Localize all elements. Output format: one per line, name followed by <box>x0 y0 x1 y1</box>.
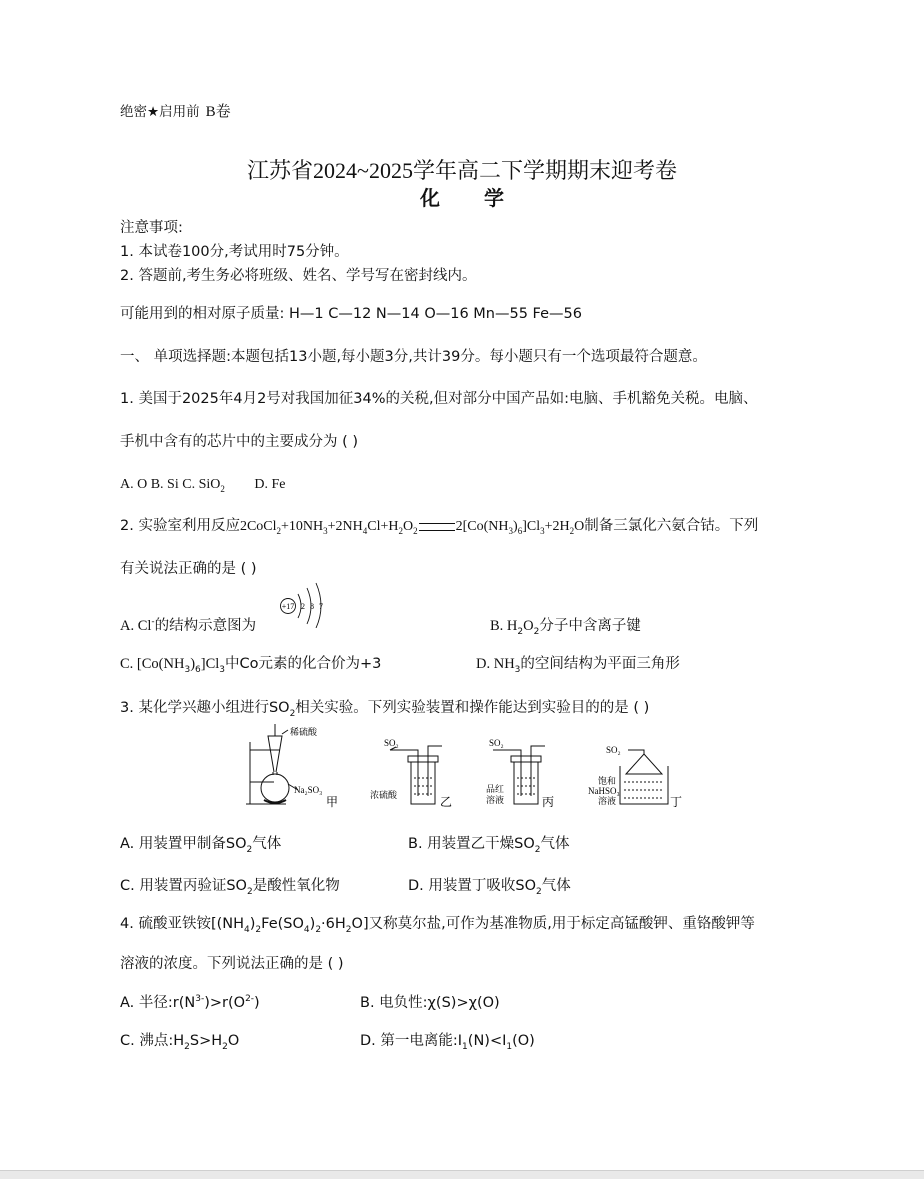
sub: 2 <box>289 708 296 719</box>
q2-option-b <box>490 614 641 637</box>
q2-option-a <box>120 614 256 635</box>
opt-text: 分子中含离子键 <box>539 618 641 634</box>
sub: 6 <box>517 525 523 536</box>
opt-text: (O) <box>512 1033 535 1049</box>
sub: 2 <box>534 844 541 855</box>
sub: 4 <box>303 924 310 935</box>
jia-flask-reagent: Na₂SO₃ <box>294 785 323 795</box>
opt-text: C. 用装置丙验证SO <box>120 878 247 894</box>
ding-label: 丁 <box>670 795 683 809</box>
q4-option-a <box>120 991 260 1012</box>
ding-liquid: 溶液 <box>598 796 617 806</box>
sub: 2 <box>246 844 253 855</box>
sub: 2 <box>536 886 542 897</box>
opt-part: ) <box>190 656 196 672</box>
ding-liquid: 饱和 <box>598 776 617 786</box>
question-2-line1 <box>120 514 758 536</box>
sub: 2 <box>315 924 322 935</box>
q3-option-d <box>408 874 571 897</box>
opt-label: D. NH <box>476 656 515 672</box>
q2-option-c <box>120 652 381 675</box>
ding-liquid: NaHSO₃ <box>588 786 620 796</box>
q4-text: ) <box>309 916 316 932</box>
bing-liquid: 品红 <box>486 784 505 794</box>
sup: - <box>151 617 155 628</box>
opt-text: B. 用装置乙干燥SO <box>408 836 535 852</box>
apparatus-ding <box>620 750 668 804</box>
bing-label: 丙 <box>542 795 555 809</box>
shell-count: 8 <box>310 602 314 611</box>
question-3-stem <box>120 696 649 719</box>
opt-text: C. 沸点:H <box>120 1033 185 1049</box>
sub: 6 <box>195 664 201 675</box>
opt-text: 是酸性氧化物 <box>252 878 340 894</box>
q3-option-c <box>120 874 340 897</box>
opt-text: S>H <box>189 1033 223 1049</box>
q1-options-abc: A. O B. Si C. SiO <box>120 477 221 492</box>
q3-option-b <box>408 832 570 855</box>
reaction-equation <box>240 519 584 534</box>
chlorine-ion-structure-diagram <box>278 582 328 628</box>
exam-title: 江苏省2024~2025学年高二下学期期末迎考卷 <box>247 158 677 183</box>
sub: 1 <box>506 1041 513 1052</box>
yi-label: 乙 <box>440 795 453 809</box>
sub: 4 <box>244 924 250 935</box>
q4-option-b: B. 电负性:χ(S)>χ(O) <box>360 995 500 1011</box>
question-4-line1 <box>120 912 755 935</box>
sub: 2 <box>517 626 524 637</box>
sub: 2 <box>276 525 282 536</box>
sub: 3 <box>540 525 545 536</box>
q3-stem-tail: 相关实验。下列实验装置和操作能达到实验目的的是 ( ) <box>295 700 650 716</box>
eq-part: 2CoCl <box>239 519 277 534</box>
q4-text: ·6H <box>321 916 346 932</box>
sub: 2 <box>345 924 352 935</box>
question-4-line2: 溶液的浓度。下列说法正确的是 ( ) <box>120 956 344 972</box>
sub: 2 <box>184 1041 190 1052</box>
q2-option-d <box>476 652 680 675</box>
opt-text: A. 用装置甲制备SO <box>120 836 247 852</box>
sub: 3 <box>219 664 226 675</box>
q2-suffix: 制备三氯化六氨合钴。下列 <box>584 518 759 534</box>
notes-heading: 注意事项: <box>120 220 183 236</box>
opt-text: (N)<I <box>467 1033 507 1049</box>
apparatus-yi <box>390 746 442 804</box>
opt-label: B. H <box>490 618 518 634</box>
jia-top-reagent: 稀硫酸 <box>290 727 318 737</box>
opt-text: 的空间结构为平面三角形 <box>520 656 680 672</box>
yi-liquid: 浓硫酸 <box>370 790 398 800</box>
bing-gas: SO₂ <box>489 738 504 748</box>
sub: 3 <box>514 664 521 675</box>
atomic-masses: 可能用到的相对原子质量: H—1 C—12 N—14 O—16 Mn—55 Fe—56 <box>120 306 582 322</box>
eq-part: O <box>574 519 585 534</box>
volume-label: B卷 <box>205 104 231 120</box>
opt-label: A. Cl <box>120 618 152 634</box>
opt-text: O <box>227 1033 240 1049</box>
sub: 2 <box>569 525 575 536</box>
sub: 4 <box>362 525 368 536</box>
q3-option-a <box>120 832 281 855</box>
eq-part: +2NH <box>327 519 363 534</box>
q4-text: Fe(SO <box>261 916 304 932</box>
q4-text: O]又称莫尔盐,可作为基准物质,用于标定高锰酸钾、重铬酸钾等 <box>351 916 755 932</box>
sub: 3 <box>184 664 191 675</box>
q3-apparatus-figure <box>236 722 696 814</box>
shell-count: 2 <box>301 602 305 611</box>
eq-part: Cl+H <box>367 519 399 534</box>
shell-count: 7 <box>319 602 323 611</box>
q4-text: 4. 硫酸亚铁铵[(NH <box>120 916 245 932</box>
q1-option-d: D. Fe <box>254 477 286 492</box>
q2-prefix: 2. 实验室利用反应 <box>120 518 240 534</box>
yi-gas: SO₂ <box>384 738 399 748</box>
subject-title: 化学 <box>420 186 548 210</box>
opt-text: A. 半径:r(N <box>120 995 196 1011</box>
eq-part: ) <box>513 519 518 534</box>
opt-label: C. [Co(NH <box>120 656 185 672</box>
opt-text: 气体 <box>540 836 570 852</box>
note-item: 2. 答题前,考生务必将班级、姓名、学号写在密封线内。 <box>120 268 477 284</box>
sub: 2 <box>222 1041 228 1052</box>
q3-stem-text: 3. 某化学兴趣小组进行SO <box>120 700 290 716</box>
secret-label <box>120 100 231 121</box>
q4-option-d <box>360 1029 535 1052</box>
eq-part: ]Cl <box>522 519 541 534</box>
sub: 2 <box>398 525 404 536</box>
eq-part: 2[Co(NH <box>455 519 509 534</box>
sub: 2 <box>533 626 540 637</box>
nucleus-label: +17 <box>281 602 295 611</box>
sub: 2 <box>246 886 253 897</box>
question-1-line1: 1. 美国于2025年4月2号对我国加征34%的关税,但对部分中国产品如:电脑、手机豁免关税。电脑、 <box>120 391 758 407</box>
opt-text: D. 第一电离能:I <box>360 1033 463 1049</box>
secret-text: 绝密★启用前 <box>120 104 200 120</box>
eq-part: +10NH <box>281 519 324 534</box>
opt-text: 中Co元素的化合价为+3 <box>225 656 382 672</box>
sup: 2- <box>245 994 255 1005</box>
sub: 1 <box>462 1041 468 1052</box>
opt-text: 的结构示意图为 <box>154 618 257 634</box>
opt-text: 气体 <box>252 836 282 852</box>
eq-part: +2H <box>544 519 570 534</box>
ding-gas: SO₂ <box>606 745 621 755</box>
eq-part: O <box>403 519 414 534</box>
question-1-options <box>120 477 285 494</box>
sub: 3 <box>323 525 328 536</box>
section-heading: 一、 单项选择题:本题包括13小题,每小题3分,共计39分。每小题只有一个选项最符合题意。 <box>120 349 707 365</box>
opt-text: D. 用装置丁吸收SO <box>408 878 537 894</box>
sup: 3- <box>195 994 205 1005</box>
sub: 2 <box>255 924 262 935</box>
bing-liquid: 溶液 <box>486 795 505 805</box>
sub: 2 <box>220 483 225 494</box>
sub: 3 <box>508 525 514 536</box>
opt-part: ]Cl <box>200 656 220 672</box>
q4-text: ) <box>249 916 256 932</box>
question-2-line2: 有关说法正确的是 ( ) <box>120 561 257 577</box>
opt-text: ) <box>254 995 260 1011</box>
opt-text: )>r(O <box>204 995 246 1011</box>
equals-sign <box>419 523 455 531</box>
question-1-line2: 手机中含有的芯片中的主要成分为 ( ) <box>120 434 359 450</box>
q4-option-c <box>120 1029 239 1052</box>
note-item: 1. 本试卷100分,考试用时75分钟。 <box>120 244 349 260</box>
jia-label: 甲 <box>326 795 339 809</box>
opt-part: O <box>523 618 534 634</box>
opt-text: 气体 <box>541 878 571 894</box>
sub: 2 <box>413 525 418 536</box>
